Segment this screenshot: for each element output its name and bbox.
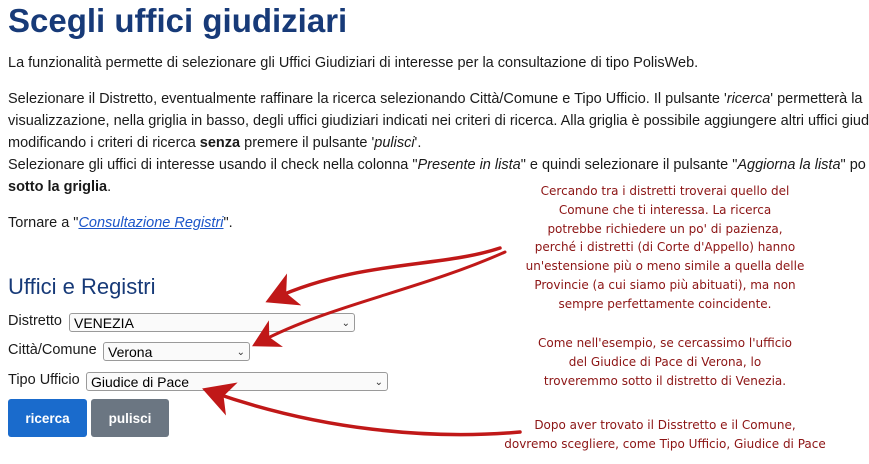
tipo-ufficio-select[interactable] bbox=[86, 372, 388, 391]
arrow-to-section bbox=[275, 248, 500, 298]
annotation-note-distretti: Cercando tra i distretti troverai quello del Comune che ti interessa. La ricerca potrebbe richiedere un po' di pazienza, perché i distretti (di Corte d'Appello) hanno un'estensione più o meno simile a quella delle Provincie (a cui siamo più abituati), ma non sempre perfettamente coincidente. bbox=[525, 184, 805, 311]
citta-label: Città/Comune bbox=[8, 342, 97, 358]
chevron-down-icon: ⌄ bbox=[236, 347, 245, 358]
tipo-ufficio-value: Giudice di Pace bbox=[91, 374, 190, 390]
distretto-label: Distretto bbox=[8, 313, 62, 329]
intro-text: La funzionalità permette di selezionare gli Uffici Giudiziari di interesse per la consultazione di tipo PolisWeb. bbox=[8, 55, 699, 71]
instructions-line-5: sotto la griglia. bbox=[8, 179, 112, 195]
chevron-down-icon: ⌄ bbox=[341, 318, 350, 329]
back-text: Tornare a "Consultazione Registri". bbox=[8, 215, 233, 231]
consultazione-registri-link[interactable]: Consultazione Registri bbox=[78, 215, 224, 231]
annotation-note-esempio: Come nell'esempio, se cercassimo l'ufficio del Giudice di Pace di Verona, lo troveremmo sotto il distretto di Venezia. bbox=[537, 336, 793, 388]
page-title: Scegli uffici giudiziari bbox=[8, 2, 348, 39]
tipo-ufficio-label: Tipo Ufficio bbox=[8, 372, 80, 388]
citta-select[interactable] bbox=[103, 342, 250, 361]
annotation-note-tipo-ufficio: Dopo aver trovato il Disstretto e il Comune, dovremo scegliere, come Tipo Ufficio, Giudice di Pace bbox=[504, 418, 826, 451]
instructions-text bbox=[8, 88, 869, 176]
citta-value: Verona bbox=[108, 344, 153, 360]
instructions-line-3: modificando i criteri di ricerca senza premere il pulsante 'pulisci'. bbox=[8, 135, 422, 151]
distretto-value: VENEZIA bbox=[74, 315, 134, 331]
ricerca-button[interactable]: ricerca bbox=[8, 399, 87, 437]
instructions-line-1: Selezionare il Distretto, eventualmente raffinare la ricerca selezionando Città/Comune e Tipo Ufficio. Il pulsante 'ricerca' permetterà la bbox=[8, 91, 863, 107]
pulisci-button[interactable]: pulisci bbox=[91, 399, 169, 437]
section-title: Uffici e Registri bbox=[8, 274, 156, 299]
chevron-down-icon: ⌄ bbox=[374, 377, 383, 388]
instructions-line-2: visualizzazione, nella griglia in basso, degli uffici giudiziari indicati nei criteri di ricerca. Alla griglia è possibile aggiungere altri uffici giud bbox=[8, 113, 869, 129]
distretto-select[interactable] bbox=[69, 313, 355, 332]
arrow-to-tipo-ufficio bbox=[212, 392, 520, 435]
instructions-line-4: Selezionare gli uffici di interesse usando il check nella colonna "Presente in lista" e quindi selezionare il pulsante "Aggiorna la lista" po bbox=[8, 157, 866, 173]
